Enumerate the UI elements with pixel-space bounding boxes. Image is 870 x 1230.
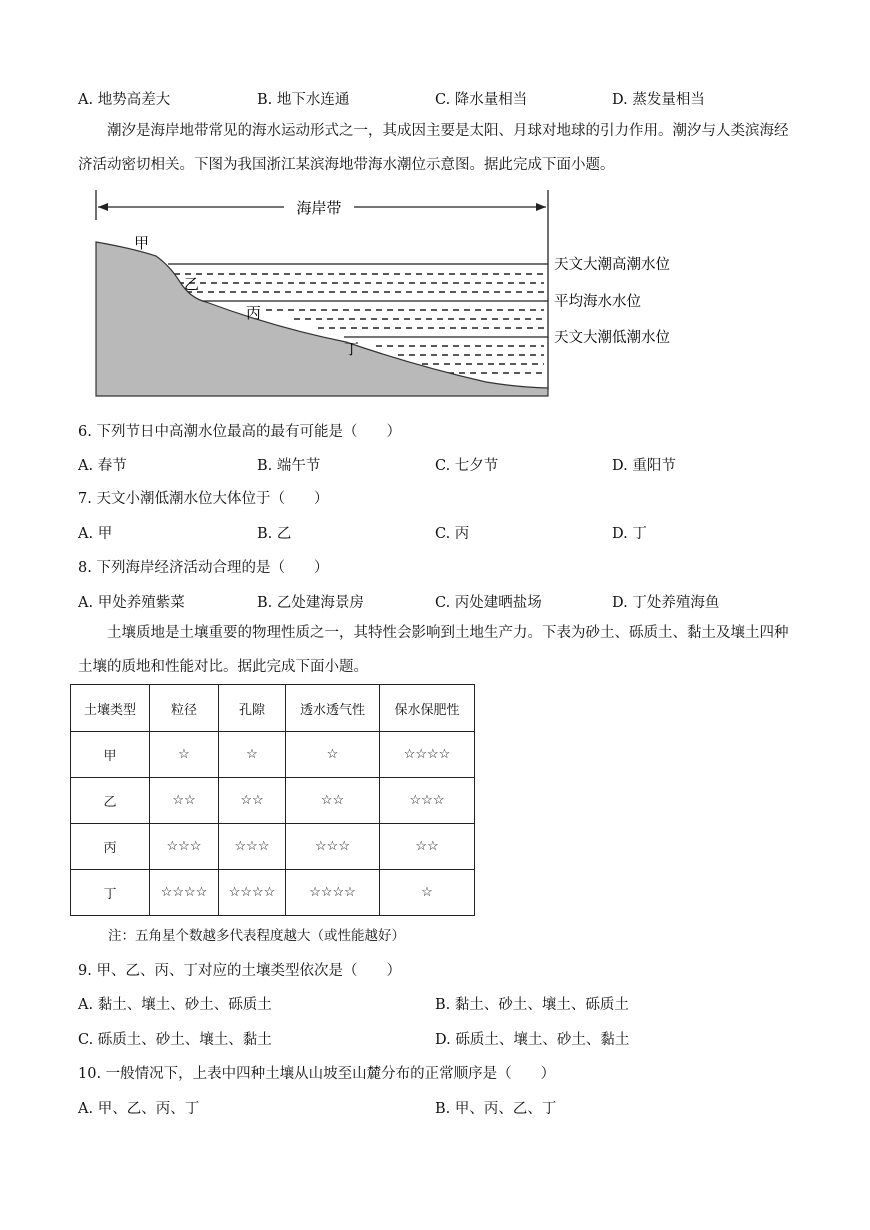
q6-option-a: A. 春节 [78, 458, 127, 474]
q6-stem: 6. 下列节日中高潮水位最高的最有可能是（ ） [78, 424, 401, 440]
q5-option-a: A. 地势高差大 [78, 92, 171, 108]
table-cell: ☆ [150, 732, 219, 778]
q9-option-d: D. 砾质土、壤土、砂土、黏土 [435, 1032, 630, 1048]
table-cell: ☆☆☆☆ [380, 732, 475, 778]
point-jia-label: 甲 [134, 234, 150, 252]
q10-option-a: A. 甲、乙、丙、丁 [78, 1101, 200, 1117]
table-header: 保水保肥性 [380, 685, 475, 732]
table-cell: ☆☆☆☆ [150, 870, 219, 916]
table-cell: 丙 [71, 824, 150, 870]
q6-option-d: D. 重阳节 [612, 458, 676, 474]
table-header: 土壤类型 [71, 685, 150, 732]
table-cell: ☆☆ [150, 778, 219, 824]
q7-option-c: C. 丙 [435, 526, 470, 542]
q7-option-b: B. 乙 [257, 526, 292, 542]
q8-option-b: B. 乙处建海景房 [257, 595, 364, 611]
tide-level-diagram [86, 190, 686, 400]
table-cell: ☆☆☆☆ [286, 870, 380, 916]
q5-option-d: D. 蒸发量相当 [612, 92, 705, 108]
table-header: 透水透气性 [286, 685, 380, 732]
table-cell: ☆☆ [286, 778, 380, 824]
table-cell: ☆ [286, 732, 380, 778]
point-bing-label: 丙 [246, 304, 262, 322]
table-row [71, 778, 475, 824]
point-yi-label: 乙 [184, 275, 200, 293]
q9-option-a: A. 黏土、壤土、砂土、砾质土 [78, 997, 272, 1013]
table-cell: ☆☆☆ [286, 824, 380, 870]
q6-option-b: B. 端午节 [257, 458, 321, 474]
table-cell: 丁 [71, 870, 150, 916]
q8-option-d: D. 丁处养殖海鱼 [612, 595, 720, 611]
q8-stem: 8. 下列海岸经济活动合理的是（ ） [78, 560, 329, 576]
high-tide-level-label: 天文大潮高潮水位 [554, 257, 670, 273]
q6-option-c: C. 七夕节 [435, 458, 499, 474]
q9-option-c: C. 砾质土、砂土、壤土、黏土 [78, 1032, 272, 1048]
point-ding-label: 丁 [344, 340, 360, 358]
table-row [71, 870, 475, 916]
table-cell: ☆☆☆☆ [219, 870, 286, 916]
q5-option-c: C. 降水量相当 [435, 92, 528, 108]
table-row [71, 824, 475, 870]
q7-option-d: D. 丁 [612, 526, 647, 542]
table-cell: ☆☆☆ [380, 778, 475, 824]
table-cell: ☆☆☆ [219, 824, 286, 870]
low-tide-level-label: 天文大潮低潮水位 [554, 330, 670, 346]
table-header: 孔隙 [219, 685, 286, 732]
coast-zone-label: 海岸带 [296, 199, 342, 217]
q9-stem: 9. 甲、乙、丙、丁对应的土壤类型依次是（ ） [78, 963, 401, 979]
table-cell: ☆ [219, 732, 286, 778]
q5-option-b: B. 地下水连通 [257, 92, 350, 108]
q9-option-b: B. 黏土、砂土、壤土、砾质土 [435, 997, 629, 1013]
soil-comparison-table [70, 684, 475, 916]
table-row [71, 732, 475, 778]
table-note: 注：五角星个数越多代表程度越大（或性能越好） [108, 928, 405, 944]
q8-option-c: C. 丙处建晒盐场 [435, 595, 542, 611]
mean-sea-level-label: 平均海水水位 [554, 294, 641, 310]
table-header-row [71, 685, 475, 732]
table-cell: 甲 [71, 732, 150, 778]
table-cell: ☆☆☆ [150, 824, 219, 870]
table-cell: 乙 [71, 778, 150, 824]
table-header: 粒径 [150, 685, 219, 732]
tide-intro-paragraph: 潮汐是海岸地带常见的海水运动形式之一，其成因主要是太阳、月球对地球的引力作用。潮汐与人类滨海经济活动密切相关。下图为我国浙江某滨海地带海水潮位示意图。据此完成下面小题。 [78, 123, 789, 173]
q7-option-a: A. 甲 [78, 526, 113, 542]
q8-option-a: A. 甲处养殖紫菜 [78, 595, 185, 611]
q7-stem: 7. 天文小潮低潮水位大体位于（ ） [78, 491, 329, 507]
soil-intro-paragraph: 土壤质地是土壤重要的物理性质之一，其特性会影响到土地生产力。下表为砂土、砾质土、黏土及壤土四种土壤的质地和性能对比。据此完成下面小题。 [78, 625, 789, 675]
q10-stem: 10. 一般情况下，上表中四种土壤从山坡至山麓分布的正常顺序是（ ） [78, 1066, 556, 1082]
table-cell: ☆ [380, 870, 475, 916]
table-cell: ☆☆ [380, 824, 475, 870]
q10-option-b: B. 甲、丙、乙、丁 [435, 1101, 557, 1117]
table-cell: ☆☆ [219, 778, 286, 824]
